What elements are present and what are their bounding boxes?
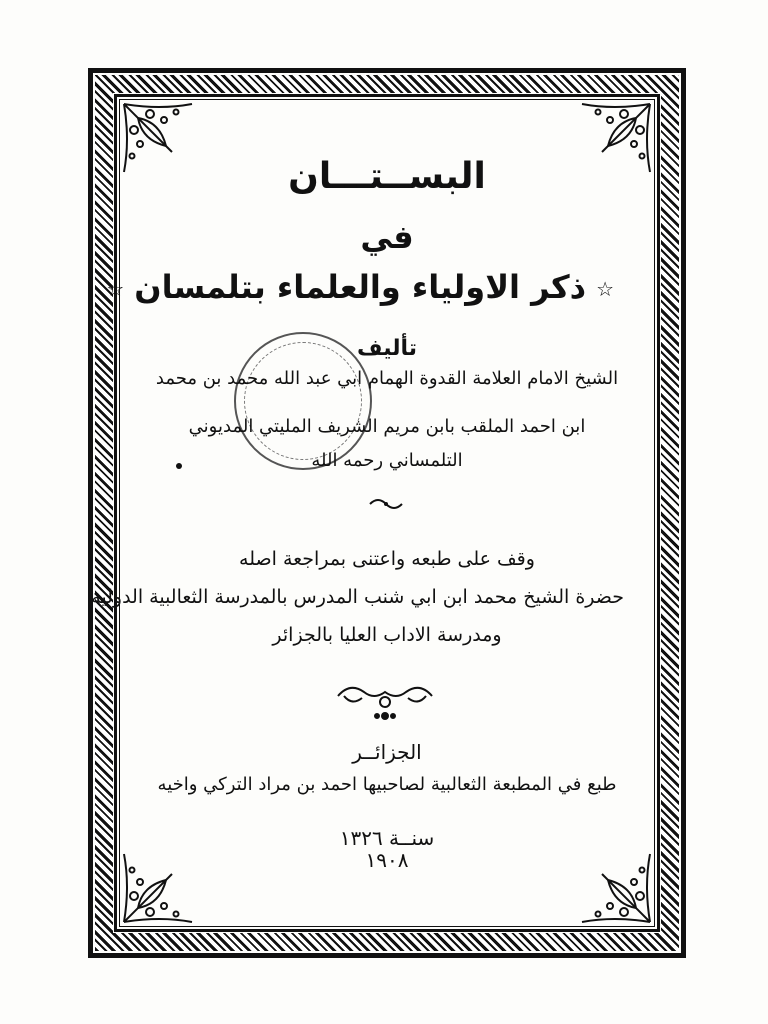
corner-ornament-icon: [578, 850, 654, 926]
place-of-printing: الجزائــر: [352, 740, 422, 764]
flourish-ornament-icon: [366, 494, 406, 514]
book-title: البســتـــان: [288, 156, 486, 197]
year-gregorian: ١٩٠٨: [365, 848, 409, 872]
star-icon: ☆: [106, 277, 125, 301]
authorship-label: تأليف: [357, 336, 417, 361]
book-subtitle: [106, 268, 624, 306]
author-line-3: التلمساني رحمه الله: [311, 450, 463, 471]
author-line-2: ابن احمد الملقب بابن مريم الشريف المليتي المديوني: [188, 416, 586, 437]
printer-line: طبع في المطبعة الثعالبية لصاحبيها احمد بن مراد التركي واخيه: [157, 774, 617, 795]
editor-line-3: ومدرسة الاداب العليا بالجزائر: [272, 624, 502, 646]
editor-line-1: وقف على طبعه واعتنى بمراجعة اصله: [239, 548, 535, 570]
corner-ornament-icon: [120, 850, 196, 926]
subtitle-text: ذكر الاولياء والعلماء بتلمسان: [134, 268, 587, 306]
flourish-ornament-icon: [330, 676, 440, 726]
year-hijri: سنــة ١٣٢٦: [339, 826, 435, 850]
ink-dot: [176, 463, 182, 469]
star-icon: ☆: [596, 277, 614, 301]
editor-line-2: حضرة الشيخ محمد ابن ابي شنب المدرس بالمدرسة الثعالبية الدولية: [91, 586, 624, 608]
title-preposition: في: [360, 218, 414, 256]
author-line-1: الشيخ الامام العلامة القدوة الهمام ابي عبد الله محمد بن محمد: [155, 368, 619, 389]
